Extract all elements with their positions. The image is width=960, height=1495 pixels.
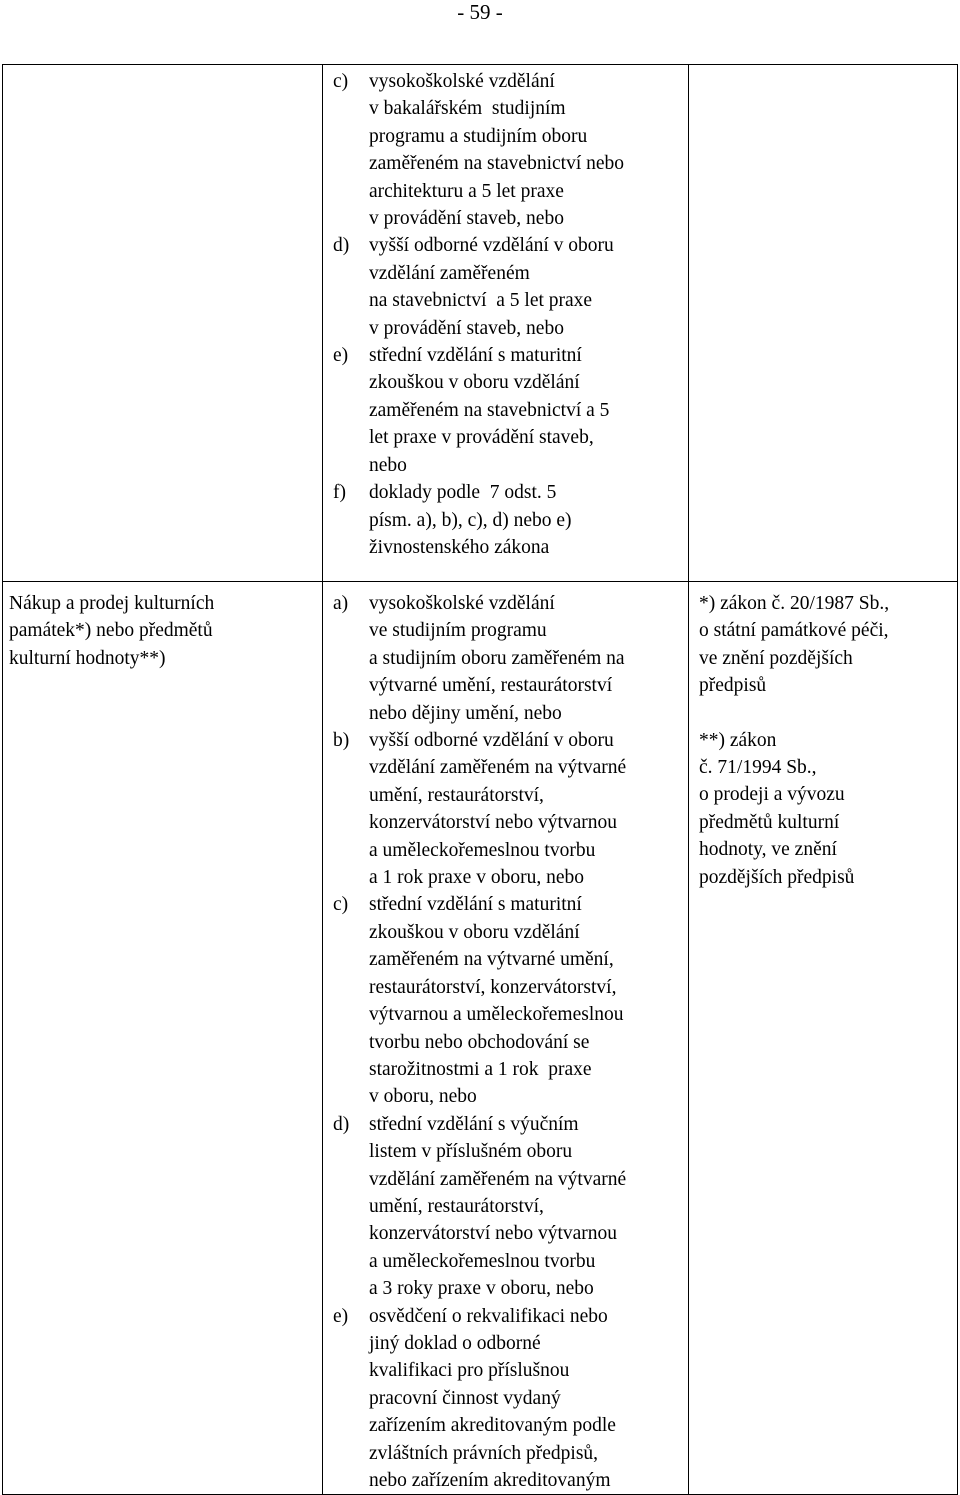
text-line: a uměleckořemeslnou tvorbu	[369, 839, 596, 861]
list-marker: c)	[333, 894, 349, 916]
text-line: let praxe v provádění staveb,	[369, 427, 594, 449]
text-line: vzdělání zaměřeném na výtvarné	[369, 757, 627, 779]
text-line: v oboru, nebo	[369, 1086, 477, 1108]
text-line: a 1 rok praxe v oboru, nebo	[369, 867, 584, 889]
text-line: předpisů	[699, 675, 767, 697]
activity-text-line: kulturní hodnoty**)	[9, 647, 166, 669]
text-line: nebo	[369, 454, 407, 476]
list-marker: d)	[333, 235, 350, 257]
list-marker: c)	[333, 71, 349, 92]
text-line: vysokoškolské vzdělání	[369, 593, 555, 614]
qualification-cell	[323, 65, 689, 582]
text-line: zaměřeném na stavebnictví a 5	[369, 399, 610, 421]
text-line: v provádění staveb, nebo	[369, 208, 564, 230]
text-line: střední vzdělání s maturitní	[369, 894, 582, 916]
text-line: *) zákon č. 20/1987 Sb.,	[699, 593, 890, 614]
page-number: - 59 -	[457, 0, 503, 24]
list-item-body	[369, 1111, 688, 1303]
list-item	[333, 891, 688, 1110]
text-line: a 3 roky praxe v oboru, nebo	[369, 1278, 594, 1300]
activity-cell	[3, 65, 323, 582]
list-item-body	[369, 590, 688, 727]
text-line: tvorbu nebo obchodování se	[369, 1031, 590, 1053]
activity-cell	[3, 582, 323, 1495]
text-line: kvalifikaci pro příslušnou	[369, 1360, 570, 1382]
list-item-body	[369, 891, 688, 1110]
text-line: nebo dějiny umění, nebo	[369, 702, 562, 724]
notes-cell	[689, 582, 958, 1495]
footnote-reference	[699, 727, 957, 891]
text-line: ve znění pozdějších	[699, 647, 853, 669]
footnote-reference	[699, 590, 957, 700]
text-line: o státní památkové péči,	[699, 620, 889, 642]
list-item	[333, 232, 688, 342]
text-line: pozdějších předpisů	[699, 866, 855, 888]
list-marker: a)	[333, 593, 349, 614]
list-item-body	[369, 68, 688, 232]
text-line: zkouškou v oboru vzdělání	[369, 372, 580, 394]
text-line: písm. a), b), c), d) nebo e)	[369, 509, 572, 531]
text-line: jiný doklad o odborné	[369, 1332, 541, 1354]
text-line: zaměřeném na výtvarné umění,	[369, 949, 614, 971]
text-line: v provádění staveb, nebo	[369, 317, 564, 339]
text-line: **) zákon	[699, 729, 777, 751]
notes-cell	[689, 65, 958, 582]
text-line: nebo zařízením akreditovaným	[369, 1470, 611, 1491]
list-marker: f)	[333, 482, 346, 504]
list-item	[333, 479, 688, 561]
list-item	[333, 727, 688, 891]
text-line: zkouškou v oboru vzdělání	[369, 921, 580, 943]
text-line: zaměřeném na stavebnictví nebo	[369, 153, 625, 175]
text-line: vysokoškolské vzdělání	[369, 71, 555, 92]
list-item	[333, 1303, 688, 1495]
text-line: ve studijním programu	[369, 620, 547, 642]
list-item	[333, 342, 688, 479]
qualification-cell	[323, 582, 689, 1495]
table-row	[3, 582, 958, 1495]
list-marker: b)	[333, 730, 350, 752]
text-line: střední vzdělání s výučním	[369, 1113, 579, 1135]
list-item-body	[369, 232, 688, 342]
activity-text-line: památek*) nebo předmětů	[9, 620, 213, 642]
text-line: v bakalářském studijním	[369, 98, 566, 120]
text-line: umění, restaurátorství,	[369, 784, 544, 806]
list-marker: e)	[333, 345, 349, 367]
text-line: programu a studijním oboru	[369, 125, 588, 147]
text-line: hodnoty, ve znění	[699, 839, 837, 861]
text-line: vyšší odborné vzdělání v oboru	[369, 730, 614, 752]
text-line: doklady podle 7 odst. 5	[369, 482, 557, 504]
list-item	[333, 1111, 688, 1303]
regulation-table	[2, 64, 958, 1495]
text-line: listem v příslušném oboru	[369, 1141, 573, 1163]
text-line: umění, restaurátorství,	[369, 1195, 544, 1217]
list-item-body	[369, 479, 688, 561]
text-line: č. 71/1994 Sb.,	[699, 757, 817, 779]
list-marker: e)	[333, 1305, 349, 1327]
text-line: konzervátorství nebo výtvarnou	[369, 812, 618, 834]
text-line: předmětů kulturní	[699, 811, 840, 833]
text-line: a uměleckořemeslnou tvorbu	[369, 1250, 596, 1272]
text-line: výtvarnou a uměleckořemeslnou	[369, 1004, 624, 1026]
text-line: zvláštních právních předpisů,	[369, 1442, 599, 1464]
text-line: architekturu a 5 let praxe	[369, 180, 564, 202]
text-line: pracovní činnost vydaný	[369, 1387, 561, 1409]
text-line: živnostenského zákona	[369, 536, 550, 558]
list-item-body	[369, 342, 688, 479]
text-line: vzdělání zaměřeném na výtvarné	[369, 1168, 627, 1190]
list-marker: d)	[333, 1113, 350, 1135]
list-item	[333, 68, 688, 232]
list-item-body	[369, 727, 688, 891]
text-line: vzdělání zaměřeném	[369, 262, 530, 284]
text-line: o prodeji a vývozu	[699, 784, 845, 806]
table-row	[3, 65, 958, 582]
text-line: výtvarné umění, restaurátorství	[369, 675, 613, 697]
text-line: zařízením akreditovaným podle	[369, 1415, 616, 1437]
text-line: starožitnostmi a 1 rok praxe	[369, 1058, 592, 1080]
text-line: restaurátorství, konzervátorství,	[369, 976, 617, 998]
text-line: konzervátorství nebo výtvarnou	[369, 1223, 618, 1245]
activity-text-line: Nákup a prodej kulturních	[9, 593, 215, 614]
list-item-body	[369, 1303, 688, 1495]
text-line: střední vzdělání s maturitní	[369, 345, 582, 367]
text-line: a studijním oboru zaměřeném na	[369, 647, 625, 669]
text-line: vyšší odborné vzdělání v oboru	[369, 235, 614, 257]
list-item	[333, 590, 688, 727]
text-line: na stavebnictví a 5 let praxe	[369, 290, 593, 312]
text-line: osvědčení o rekvalifikaci nebo	[369, 1305, 608, 1327]
